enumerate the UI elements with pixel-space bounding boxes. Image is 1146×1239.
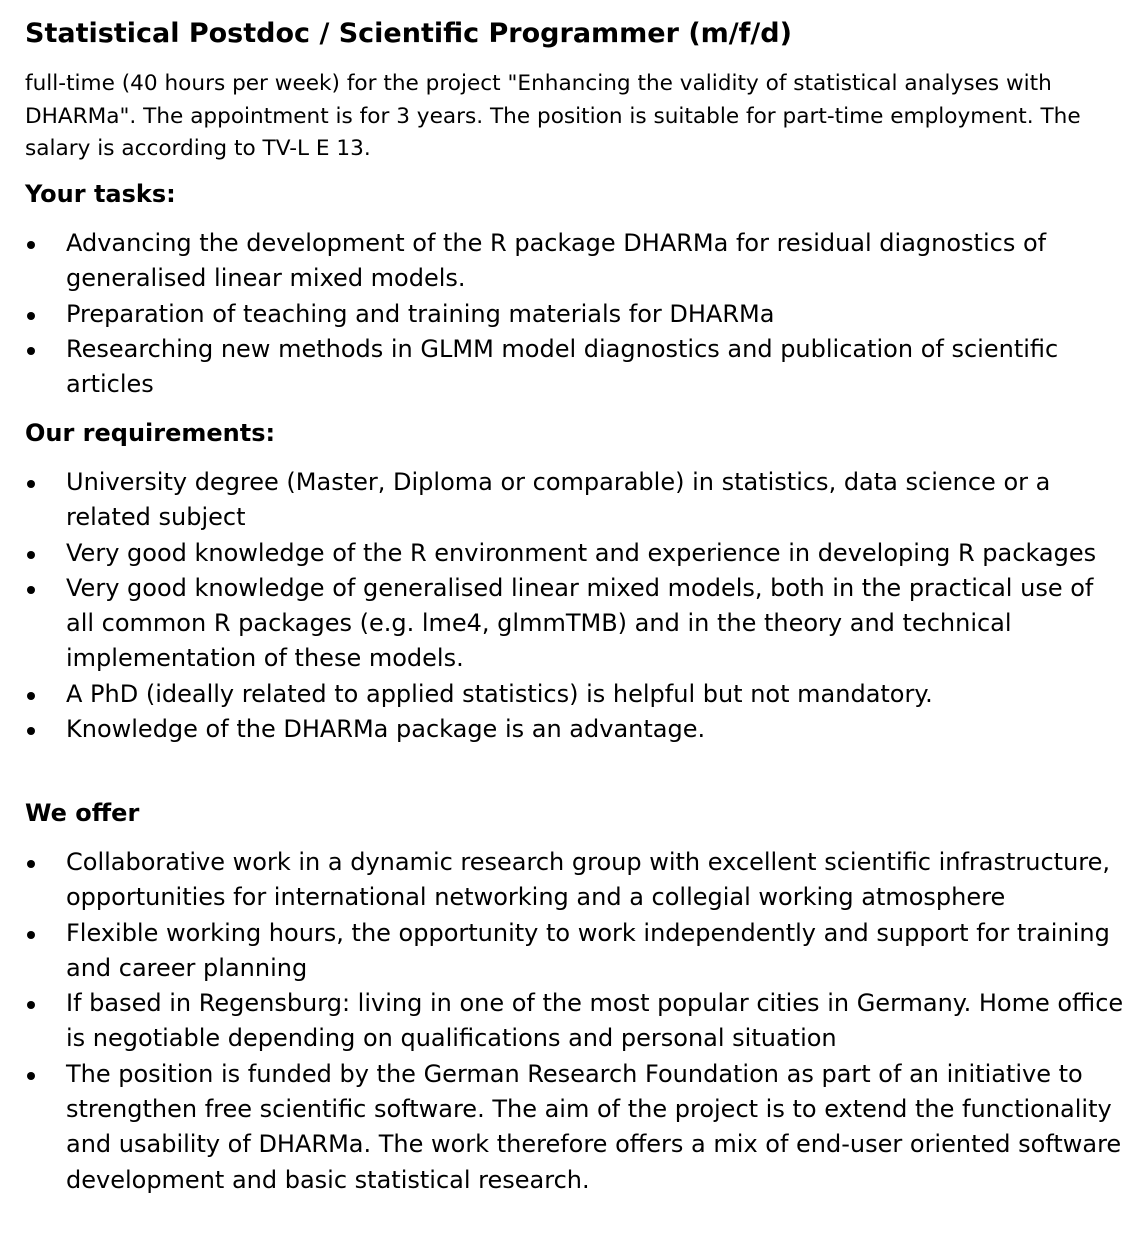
bullet-icon xyxy=(27,551,35,559)
list-item-text: Collaborative work in a dynamic research group with excellent scientific infrastructure, opportunities for international networking and a collegial working atmosphere xyxy=(66,848,1111,912)
offer-list xyxy=(0,845,1146,1198)
list-item xyxy=(0,465,1146,536)
list-item xyxy=(0,571,1146,677)
list-item xyxy=(0,986,1146,1057)
list-item-text: University degree (Master, Diploma or comparable) in statistics, data science or a related subject xyxy=(66,468,1051,532)
bullet-icon xyxy=(27,312,35,320)
bullet-icon xyxy=(27,692,35,700)
list-item-text: If based in Regensburg: living in one of the most popular cities in Germany. Home office is negotiable depending on qualifications and personal situation xyxy=(66,989,1124,1053)
list-item-text: Advancing the development of the R package DHARMa for residual diagnostics of generalised linear mixed models. xyxy=(66,229,1047,293)
list-item-text: The position is funded by the German Research Foundation as part of an initiative to strengthen free scientific software. The aim of the project is to extend the functionality and usability of DHARMa. The work therefore offers a mix of end-user oriented software development and basic statistical research. xyxy=(66,1059,1122,1194)
list-item-text: Very good knowledge of generalised linear mixed models, both in the practical use of all common R packages (e.g. lme4, glmmTMB) and in the theory and technical implementation of these models. xyxy=(66,573,1094,673)
list-item-text: Very good knowledge of the R environment and experience in developing R packages xyxy=(66,538,1097,567)
bullet-icon xyxy=(27,586,35,594)
list-item xyxy=(0,332,1146,403)
tasks-list xyxy=(0,226,1146,402)
bullet-icon xyxy=(27,931,35,939)
requirements-heading: Our requirements: xyxy=(25,419,276,447)
list-item-text: Researching new methods in GLMM model diagnostics and publication of scientific articles xyxy=(66,334,1059,399)
bullet-icon xyxy=(27,1001,35,1009)
list-item xyxy=(0,536,1146,571)
intro-paragraph: full-time (40 hours per week) for the project "Enhancing the validity of statistical analyses with DHARMa". The appointment is for 3 years. The position is suitable for part-time employment. The salary is according to TV-L E 13. xyxy=(25,71,1081,161)
offer-heading: We offer xyxy=(25,799,140,827)
bullet-icon xyxy=(27,480,35,488)
list-item xyxy=(0,226,1146,297)
bullet-icon xyxy=(27,727,35,735)
list-item xyxy=(0,677,1146,712)
list-item-text: A PhD (ideally related to applied statistics) is helpful but not mandatory. xyxy=(66,679,933,708)
list-item xyxy=(0,1057,1146,1198)
bullet-icon xyxy=(27,347,35,355)
tasks-heading: Your tasks: xyxy=(25,180,176,208)
list-item xyxy=(0,297,1146,332)
page-title: Statistical Postdoc / Scientific Programmer (m/f/d) xyxy=(25,18,792,49)
list-item xyxy=(0,916,1146,987)
list-item-text: Knowledge of the DHARMa package is an advantage. xyxy=(66,715,706,744)
list-item xyxy=(0,845,1146,916)
list-item xyxy=(0,712,1146,747)
list-item-text: Preparation of teaching and training materials for DHARMa xyxy=(66,299,775,328)
bullet-icon xyxy=(27,1072,35,1080)
list-item-text: Flexible working hours, the opportunity to work independently and support for training and career planning xyxy=(66,918,1110,982)
bullet-icon xyxy=(27,241,35,249)
bullet-icon xyxy=(27,860,35,868)
requirements-list xyxy=(0,465,1146,747)
